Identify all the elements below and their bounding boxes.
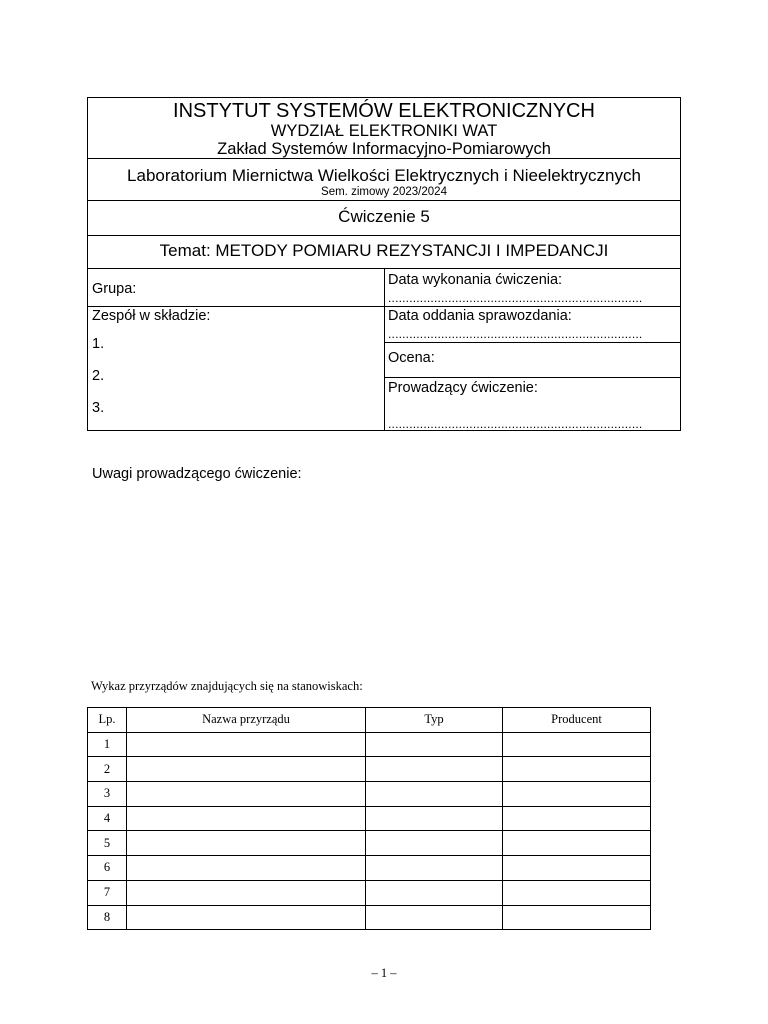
table-row (88, 732, 651, 757)
table-row (88, 757, 651, 782)
col-producer: Producent (503, 708, 651, 733)
department-name: Zakład Systemów Informacyjno-Pomiarowych (217, 140, 551, 158)
divider-left (88, 306, 384, 307)
divider-right-3 (385, 377, 680, 378)
exercise-block (88, 200, 680, 236)
laboratory-name: Laboratorium Miernictwa Wielkości Elektrycznych i Nieelektrycznych (127, 166, 641, 185)
date-submitted-label: Data oddania sprawozdania: (388, 308, 572, 324)
row-number: 4 (88, 806, 127, 831)
type-cell[interactable] (366, 856, 503, 881)
team-label: Zespół w składzie: (92, 308, 211, 324)
producer-cell[interactable] (503, 856, 651, 881)
exercise-number: Ćwiczenie 5 (338, 207, 430, 226)
page-number: – 1 – (371, 966, 397, 980)
date-performed-field[interactable]: ........................................................................ (388, 292, 643, 304)
member-3: 3. (92, 400, 105, 416)
table-row (88, 905, 651, 930)
type-cell[interactable] (366, 757, 503, 782)
col-name: Nazwa przyrządu (127, 708, 366, 733)
instructor-label: Prowadzący ćwiczenie: (388, 380, 538, 396)
row-number: 2 (88, 757, 127, 782)
type-cell[interactable] (366, 905, 503, 930)
table-row (88, 782, 651, 807)
faculty-name: WYDZIAŁ ELEKTRONIKI WAT (270, 122, 498, 140)
name-cell[interactable] (127, 880, 366, 905)
type-cell[interactable] (366, 806, 503, 831)
name-cell[interactable] (127, 856, 366, 881)
type-cell[interactable] (366, 732, 503, 757)
instructor-notes-label: Uwagi prowadzącego ćwiczenie: (92, 466, 302, 482)
inventory-table (87, 707, 651, 930)
table-row (88, 806, 651, 831)
table-row (88, 880, 651, 905)
table-row (88, 856, 651, 881)
laboratory-block (88, 158, 680, 201)
row-number: 3 (88, 782, 127, 807)
type-cell[interactable] (366, 880, 503, 905)
member-2: 2. (92, 368, 105, 384)
header-table (87, 97, 681, 431)
inventory-title: Wykaz przyrządów znajdujących się na stanowiskach: (91, 679, 363, 693)
producer-cell[interactable] (503, 831, 651, 856)
type-cell[interactable] (366, 782, 503, 807)
divider-right-2 (385, 342, 680, 343)
date-submitted-field[interactable]: ........................................................................ (388, 328, 643, 340)
table-header-row (88, 708, 651, 733)
name-cell[interactable] (127, 806, 366, 831)
name-cell[interactable] (127, 757, 366, 782)
name-cell[interactable] (127, 905, 366, 930)
instructor-field[interactable]: ........................................................................ (388, 418, 643, 430)
producer-cell[interactable] (503, 905, 651, 930)
column-divider (384, 268, 385, 431)
topic: Temat: METODY POMIARU REZYSTANCJI I IMPEDANCJI (159, 241, 609, 260)
grade-label: Ocena: (388, 350, 435, 366)
row-number: 7 (88, 880, 127, 905)
type-cell[interactable] (366, 831, 503, 856)
institute-block (88, 98, 680, 159)
name-cell[interactable] (127, 831, 366, 856)
producer-cell[interactable] (503, 880, 651, 905)
member-1: 1. (92, 336, 105, 352)
group-label: Grupa: (92, 281, 137, 297)
producer-cell[interactable] (503, 782, 651, 807)
divider-right-1 (385, 306, 680, 307)
name-cell[interactable] (127, 782, 366, 807)
table-row (88, 831, 651, 856)
institute-name: INSTYTUT SYSTEMÓW ELEKTRONICZNYCH (173, 100, 595, 122)
col-lp: Lp. (88, 708, 127, 733)
row-number: 1 (88, 732, 127, 757)
producer-cell[interactable] (503, 806, 651, 831)
row-number: 5 (88, 831, 127, 856)
row-number: 6 (88, 856, 127, 881)
col-type: Typ (366, 708, 503, 733)
producer-cell[interactable] (503, 757, 651, 782)
date-performed-label: Data wykonania ćwiczenia: (388, 272, 563, 288)
producer-cell[interactable] (503, 732, 651, 757)
row-number: 8 (88, 905, 127, 930)
topic-block (88, 235, 680, 269)
semester: Sem. zimowy 2023/2024 (321, 186, 447, 198)
name-cell[interactable] (127, 732, 366, 757)
